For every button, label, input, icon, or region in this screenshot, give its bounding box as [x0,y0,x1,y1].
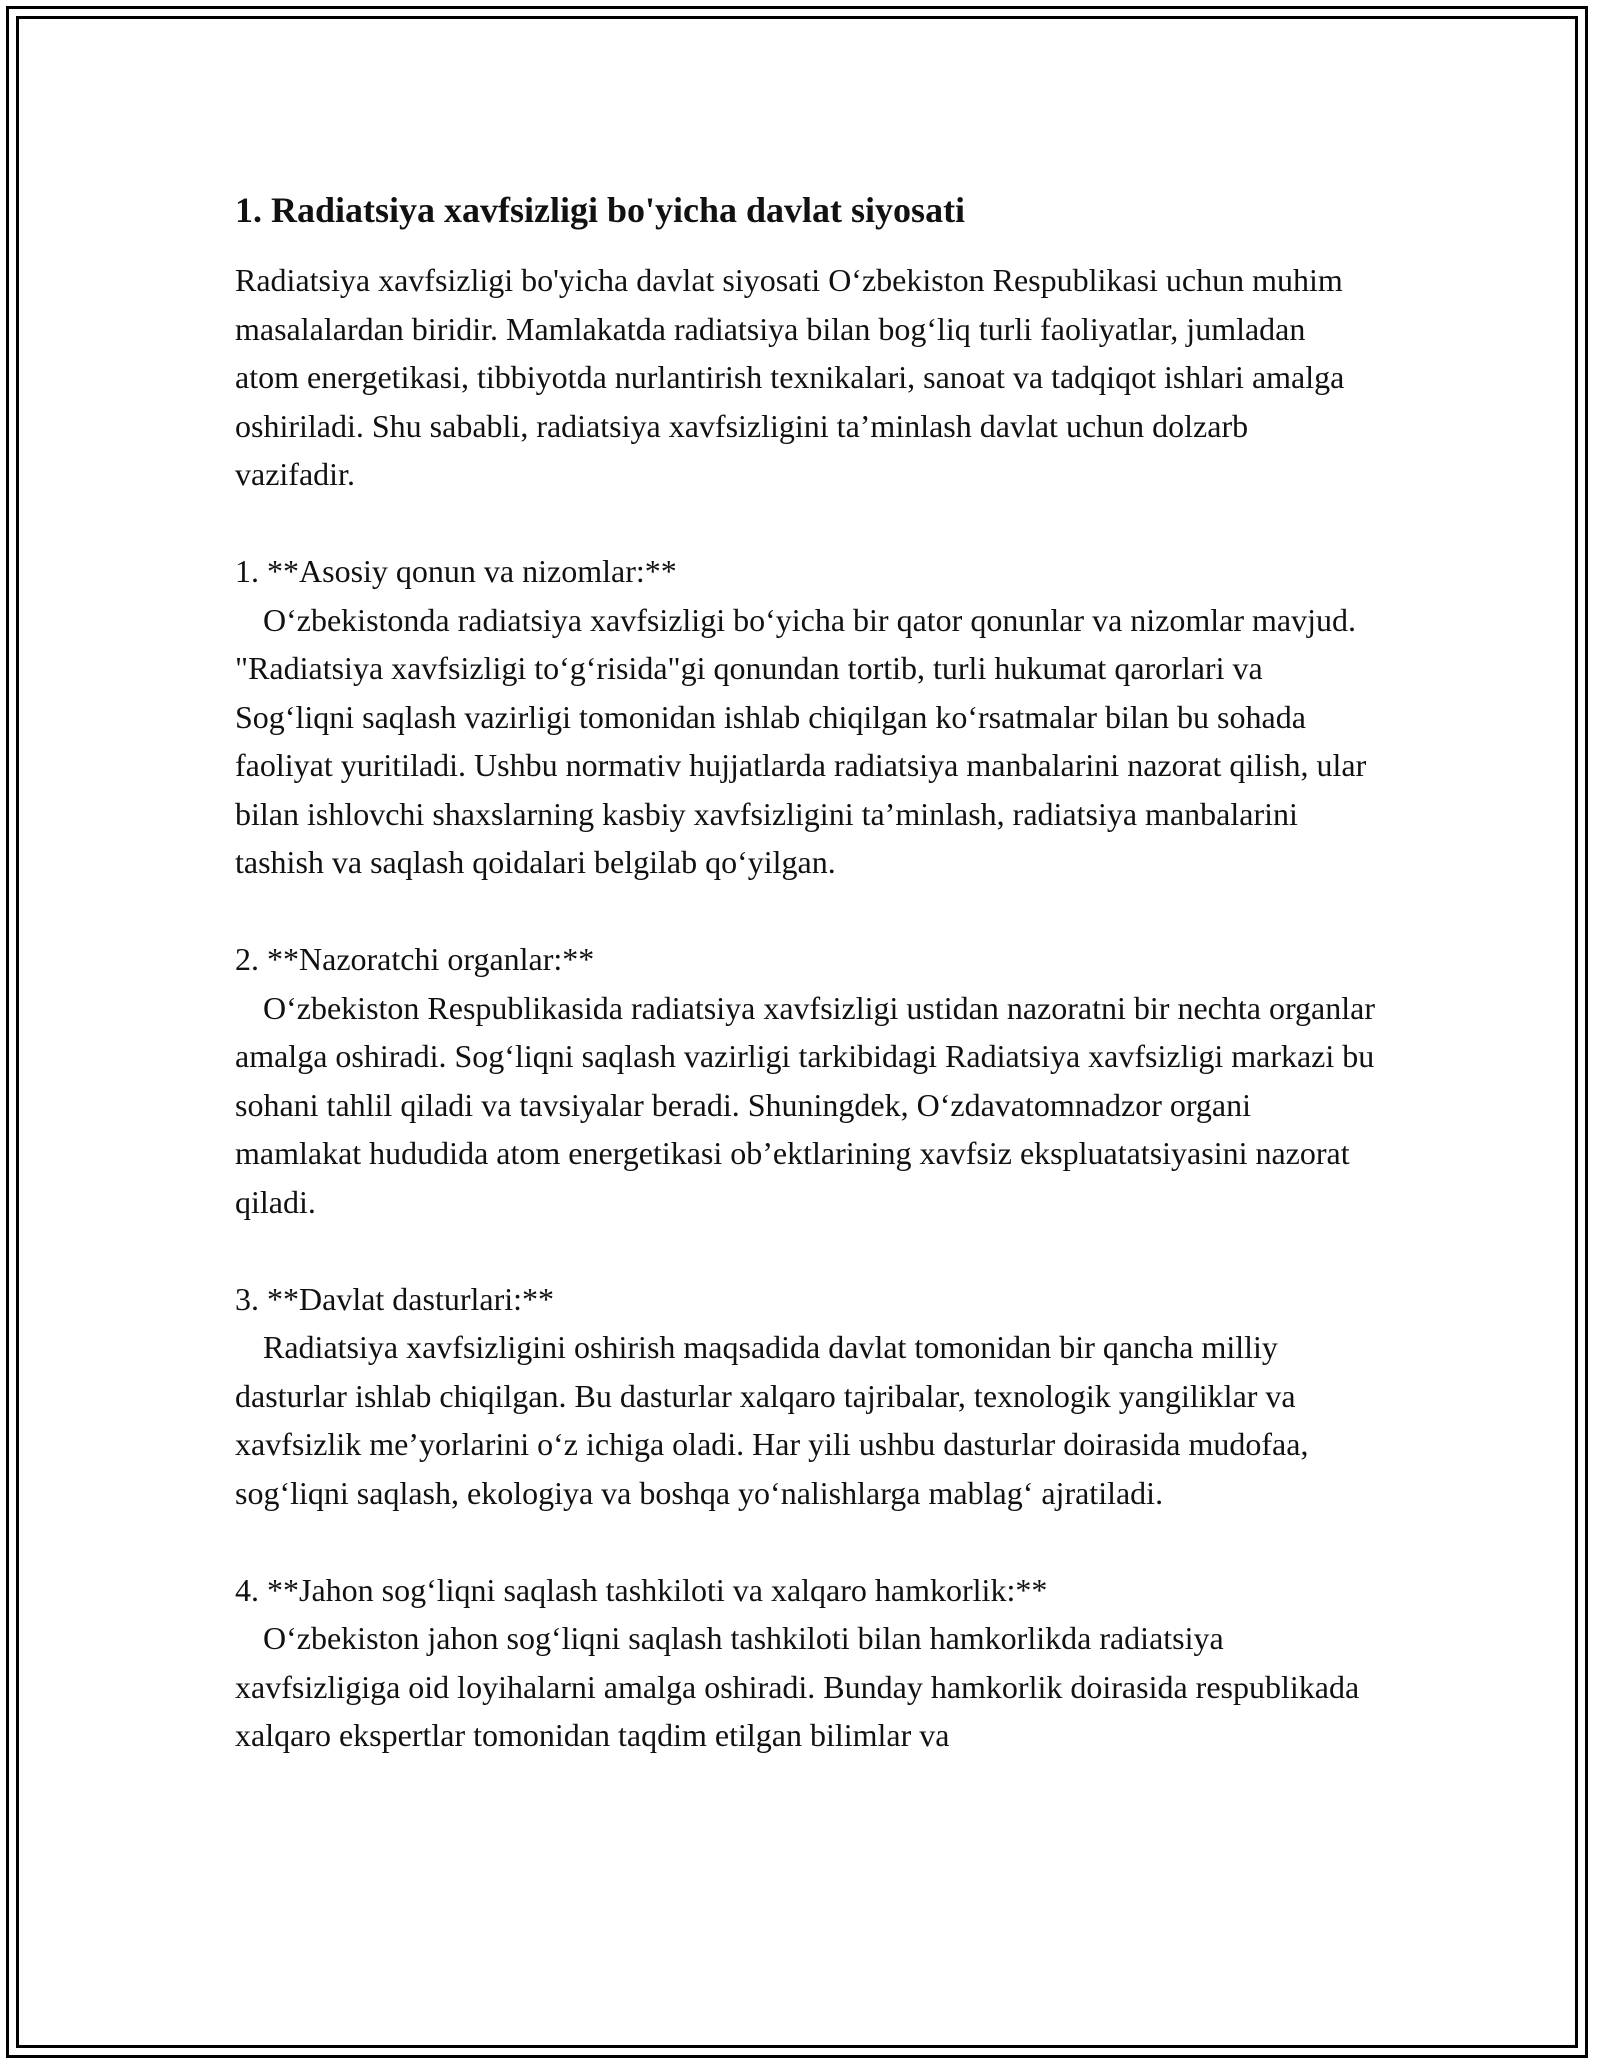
section-3 [235,1275,1375,1518]
section-body: Radiatsiya xavfsizligini oshirish maqsadida davlat tomonidan bir qancha milliy dasturlar ishlab chiqilgan. Bu dasturlar xalqaro tajribalar, texnologik yangiliklar va xavfsizlik me’yorlarini o‘z ichiga oladi. Har yili ushbu dasturlar doirasida mudofaa, sog‘liqni saqlash, ekologiya va boshqa yo‘nalishlarga mablag‘ ajratiladi. [235,1329,1309,1511]
section-heading: 3. **Davlat dasturlari:** [235,1280,555,1317]
section-body: O‘zbekistonda radiatsiya xavfsizligi bo‘yicha bir qator qonunlar va nizomlar mavjud. "Radiatsiya xavfsizligi to‘g‘risida"gi qonundan tortib, turli hukumat qarorlari va Sog‘liqni saqlash vazirligi tomonidan ishlab chiqilgan ko‘rsatmalar bilan bu sohada faoliyat yuritiladi. Ushbu normativ hujjatlarda radiatsiya manbalarini nazorat qilish, ular bilan ishlovchi shaxslarning kasbiy xavfsizligini ta’minlash, radiatsiya manbalarini tashish va saqlash qoidalari belgilab qo‘yilgan. [235,601,1367,880]
section-heading: 1. **Asosiy qonun va nizomlar:** [235,553,677,589]
section-heading: 2. **Nazoratchi organlar:** [235,941,595,977]
section-2 [235,935,1375,1226]
section-body: O‘zbekiston Respublikasida radiatsiya xavfsizligi ustidan nazoratni bir nechta organlar amalga oshiradi. Sog‘liqni saqlash vazirligi tarkibidagi Radiatsiya xavfsizligi markazi bu sohani tahlil qiladi va tavsiyalar beradi. Shuningdek, O‘zdavatomnadzor organi mamlakat hududida atom energetikasi ob’ektlarining xavfsiz ekspluatatsiyasini nazorat qiladi. [235,989,1375,1220]
document-content [235,186,1375,1760]
section-body: O‘zbekiston jahon sog‘liqni saqlash tashkiloti bilan hamkorlikda radiatsiya xavfsizligiga oid loyihalarni amalga oshiradi. Bunday hamkorlik doirasida respublikada xalqaro ekspertlar tomonidan taqdim etilgan bilimlar va [235,1620,1360,1753]
document-title: 1. Radiatsiya xavfsizligi bo'yicha davlat siyosati [235,190,966,230]
section-1 [235,547,1375,887]
intro-paragraph: Radiatsiya xavfsizligi bo'yicha davlat siyosati O‘zbekiston Respublikasi uchun muhim masalalardan biridir. Mamlakatda radiatsiya bilan bog‘liq turli faoliyatlar, jumladan atom energetikasi, tibbiyotda nurlantirish texnikalari, sanoat va tadqiqot ishlari amalga oshiriladi. Shu sababli, radiatsiya xavfsizligini ta’minlash davlat uchun dolzarb vazifadir. [235,262,1345,492]
section-4 [235,1566,1375,1760]
section-heading: 4. **Jahon sog‘liqni saqlash tashkiloti va xalqaro hamkorlik:** [235,1571,1048,1608]
